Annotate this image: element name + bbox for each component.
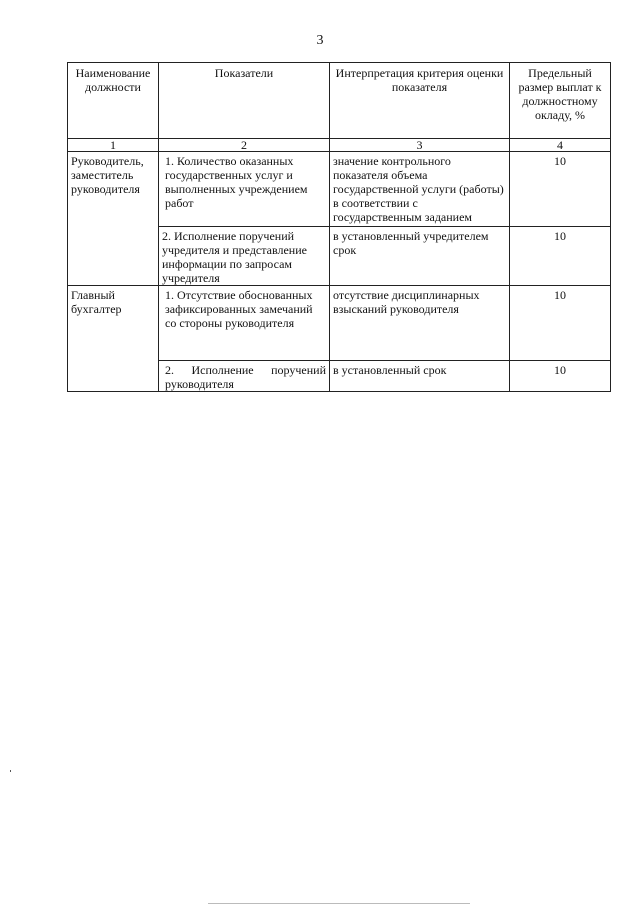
- indicator-cell: 1. Количество оказанных государственных услуг и выполненных учреждением работ: [159, 152, 330, 227]
- table-row: [68, 286, 611, 361]
- indicator-cell: 1. Отсутствие обоснованных зафиксированных замечаний со стороны руководителя: [159, 286, 330, 361]
- column-number: 2: [159, 139, 330, 152]
- position-cell: Главный бухгалтер: [68, 286, 159, 392]
- limit-cell: 10: [510, 152, 611, 227]
- scan-edge-line: [208, 903, 470, 904]
- header-position: Наименование должности: [68, 63, 159, 139]
- limit-cell: 10: [510, 286, 611, 361]
- column-number: 3: [330, 139, 510, 152]
- header-interpretation: Интерпретация критерия оценки показателя: [330, 63, 510, 139]
- page-number: 3: [316, 33, 324, 48]
- interpretation-cell: значение контрольного показателя объема государственной услуги (работы) в соответствии с государственным заданием: [330, 152, 510, 227]
- interpretation-cell: в установленный учредителем срок: [330, 227, 510, 286]
- column-number: 1: [68, 139, 159, 152]
- interpretation-cell: отсутствие дисциплинарных взысканий руководителя: [330, 286, 510, 361]
- table-row: [68, 152, 611, 227]
- limit-cell: 10: [510, 361, 611, 392]
- indicator-cell: 2. Исполнение поручений учредителя и представление информации по запросам учредителя: [159, 227, 330, 286]
- scan-speck: [10, 770, 11, 772]
- indicator-cell: 2. Исполнение поручений руководителя: [159, 361, 330, 392]
- interpretation-cell: в установленный срок: [330, 361, 510, 392]
- header-indicators: Показатели: [159, 63, 330, 139]
- header-limit: Предельный размер выплат к должностному окладу, %: [510, 63, 611, 139]
- limit-cell: 10: [510, 227, 611, 286]
- criteria-table: [67, 62, 611, 392]
- column-number: 4: [510, 139, 611, 152]
- column-number-row: [68, 139, 611, 152]
- position-cell: Руководитель, заместитель руководителя: [68, 152, 159, 286]
- table-header-row: [68, 63, 611, 139]
